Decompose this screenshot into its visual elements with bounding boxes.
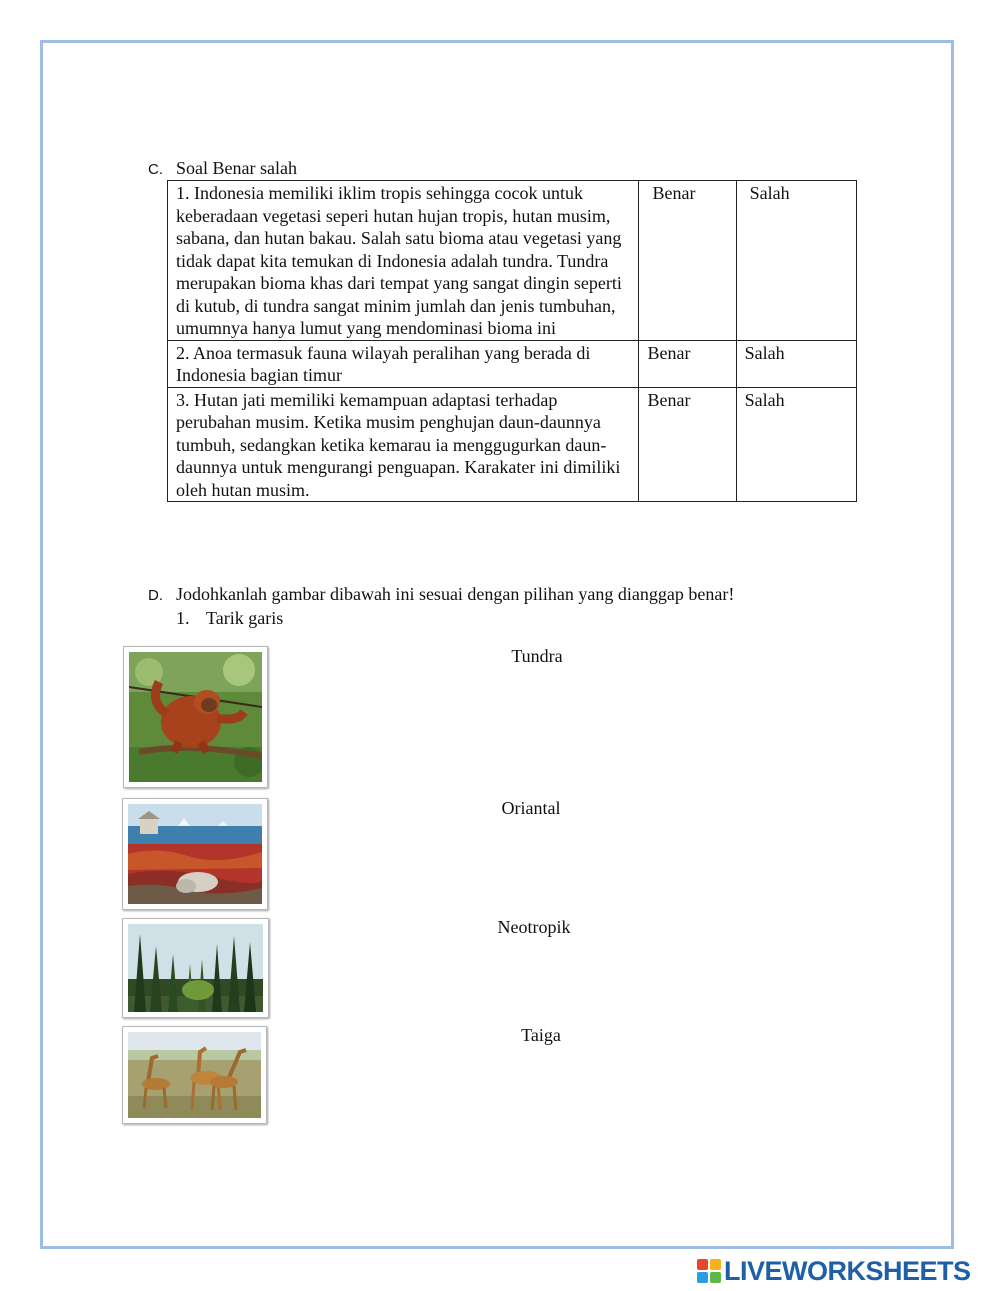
benar-option[interactable]: Benar (647, 342, 691, 363)
liveworksheets-icon (697, 1259, 721, 1283)
salah-option[interactable]: Salah (744, 389, 785, 410)
tundra-landscape-image[interactable] (122, 798, 268, 910)
label-tundra[interactable]: Tundra (511, 646, 563, 666)
sub-number: 1. (176, 608, 190, 628)
taiga-forest-image[interactable] (122, 918, 269, 1018)
table-row (168, 340, 857, 387)
brand-name: LIVEWORKSHEETS (724, 1255, 971, 1286)
question-1: 1. Indonesia memiliki iklim tropis sehingga cocok untuk keberadaan vegetasi seperi hutan hujan tropis, hutan musim, sabana, dan hutan bakau. Salah satu bioma atau vegetasi yang tidak dapat kita temukan di Indonesia adalah tundra. Tundra merupakan bioma khas dari tempat yang sangat dingin seperti di kutub, di tundra sangat minim jumlah dan jenis tumbuhan, umumnya hanya lumut yang mendominasi bioma ini (168, 181, 639, 341)
table-row (168, 387, 857, 502)
giraffes-savanna-image[interactable] (122, 1026, 267, 1124)
table-row (168, 181, 857, 341)
section-c-heading (148, 157, 297, 181)
salah-option[interactable]: Salah (749, 183, 790, 203)
answer-salah-3[interactable] (736, 387, 856, 502)
liveworksheets-logo (697, 1254, 997, 1288)
benar-option[interactable]: Benar (647, 389, 691, 410)
sub-instruction: Tarik garis (206, 608, 284, 628)
section-d-heading (148, 583, 734, 607)
section-d-letter: D. (148, 587, 163, 604)
salah-option[interactable]: Salah (744, 342, 785, 363)
section-c-letter: C. (148, 161, 163, 178)
label-neotropik[interactable]: Neotropik (497, 917, 571, 937)
question-2: 2. Anoa termasuk fauna wilayah peralihan yang berada di Indonesia bagian timur (168, 340, 639, 387)
label-taiga[interactable]: Taiga (521, 1025, 561, 1045)
answer-salah-1[interactable] (736, 181, 856, 341)
section-c-title: Soal Benar salah (176, 158, 297, 178)
label-oriantal[interactable]: Oriantal (501, 798, 561, 818)
benar-option[interactable]: Benar (652, 183, 696, 203)
answer-benar-2[interactable] (639, 340, 736, 387)
section-d-subheading (176, 607, 283, 629)
answer-salah-2[interactable] (736, 340, 856, 387)
true-false-table (167, 180, 857, 502)
orangutan-image[interactable] (123, 646, 268, 788)
answer-benar-3[interactable] (639, 387, 736, 502)
question-3: 3. Hutan jati memiliki kemampuan adaptasi terhadap perubahan musim. Ketika musim penghujan daun-daunnya tumbuh, sedangkan ketika kemarau ia menggugurkan daun-daunnya untuk mengurangi penguapan. Karakater ini dimiliki oleh hutan musim. (168, 387, 639, 502)
section-d-title: Jodohkanlah gambar dibawah ini sesuai dengan pilihan yang dianggap benar! (176, 584, 735, 604)
answer-benar-1[interactable] (639, 181, 736, 341)
